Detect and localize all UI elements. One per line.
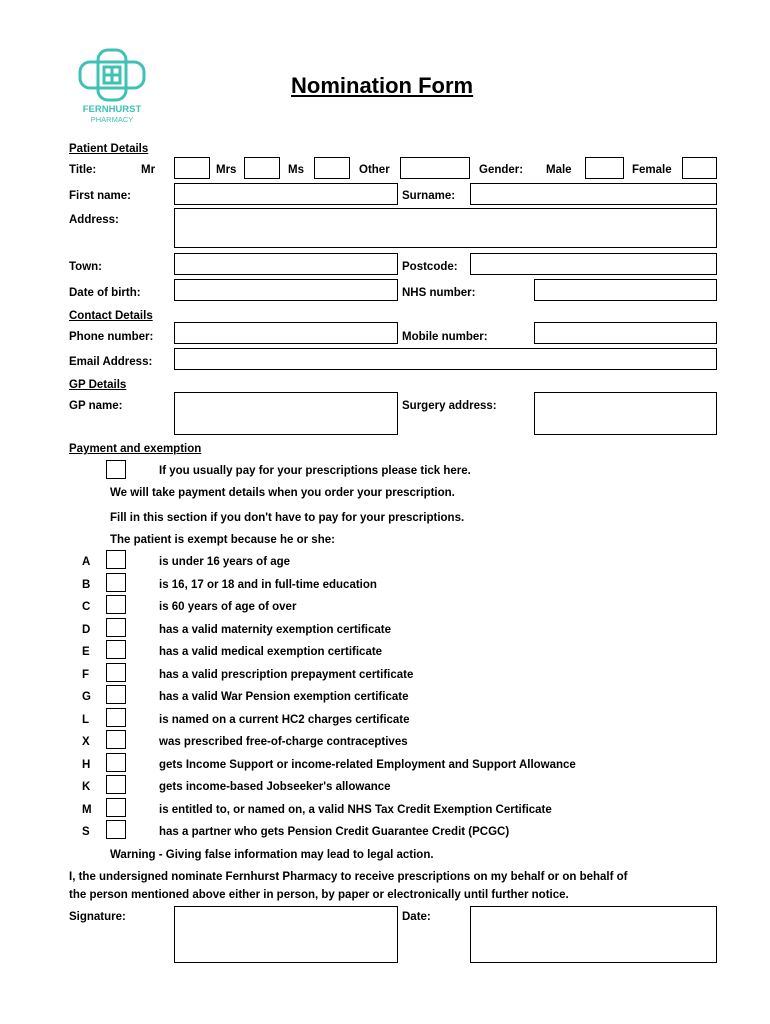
exemption-text: was prescribed free-of-charge contraceptives — [159, 736, 408, 748]
surname-label: Surname: — [402, 190, 456, 202]
gender-label: Gender: — [479, 164, 524, 176]
date-label: Date: — [402, 911, 431, 923]
declaration-line-1: I, the undersigned nominate Fernhurst Pharmacy to receive prescriptions on my behalf or on behalf of — [69, 871, 628, 883]
logo-name: FERNHURST — [82, 104, 142, 115]
exemption-code: B — [82, 579, 91, 591]
signature-field[interactable] — [174, 906, 398, 963]
other-label: Other — [359, 164, 390, 176]
pay-checkbox[interactable] — [106, 460, 126, 479]
exemption-code: S — [82, 826, 90, 838]
first-name-label: First name: — [69, 190, 131, 202]
mr-checkbox[interactable] — [174, 157, 210, 179]
town-label: Town: — [69, 261, 102, 273]
gp-name-field[interactable] — [174, 392, 398, 435]
fill-note: Fill in this section if you don't have to pay for your prescriptions. — [110, 512, 465, 524]
mobile-label: Mobile number: — [402, 331, 488, 343]
email-field[interactable] — [174, 348, 717, 370]
exemption-checkbox[interactable] — [106, 640, 126, 659]
surgery-address-label: Surgery address: — [402, 400, 497, 412]
postcode-label: Postcode: — [402, 261, 458, 273]
exemption-text: has a valid War Pension exemption certificate — [159, 691, 409, 703]
exemption-code: M — [82, 804, 92, 816]
female-label: Female — [632, 164, 672, 176]
patient-details-heading: Patient Details — [69, 143, 149, 155]
pharmacy-logo — [76, 48, 148, 128]
exemption-text: has a valid prescription prepayment certificate — [159, 669, 414, 681]
exemption-code: X — [82, 736, 90, 748]
exemption-text: is 16, 17 or 18 and in full-time education — [159, 579, 377, 591]
exemption-checkbox[interactable] — [106, 550, 126, 569]
exemption-code: L — [82, 714, 90, 726]
email-label: Email Address: — [69, 356, 153, 368]
exemption-text: is named on a current HC2 charges certificate — [159, 714, 410, 726]
phone-field[interactable] — [174, 322, 398, 344]
exempt-intro: The patient is exempt because he or she: — [110, 534, 335, 546]
exemption-checkbox[interactable] — [106, 798, 126, 817]
exemption-text: has a partner who gets Pension Credit Guarantee Credit (PCGC) — [159, 826, 510, 838]
exemption-text: is under 16 years of age — [159, 556, 291, 568]
postcode-field[interactable] — [470, 253, 717, 275]
exemption-text: has a valid medical exemption certificate — [159, 646, 383, 658]
phone-label: Phone number: — [69, 331, 154, 343]
mr-label: Mr — [141, 164, 156, 176]
first-name-field[interactable] — [174, 183, 398, 205]
exemption-code: G — [82, 691, 91, 703]
exemption-checkbox[interactable] — [106, 708, 126, 727]
title-label: Title: — [69, 164, 97, 176]
exemption-checkbox[interactable] — [106, 618, 126, 637]
exemption-checkbox[interactable] — [106, 573, 126, 592]
exemption-code: F — [82, 669, 90, 681]
date-field[interactable] — [470, 906, 717, 963]
ms-label: Ms — [288, 164, 304, 176]
cross-logo-icon — [76, 48, 148, 102]
male-checkbox[interactable] — [585, 157, 624, 179]
surname-field[interactable] — [470, 183, 717, 205]
exemption-code: K — [82, 781, 91, 793]
declaration-line-2: the person mentioned above either in person, by paper or electronically until further notice. — [69, 889, 569, 901]
exemption-code: E — [82, 646, 90, 658]
gp-name-label: GP name: — [69, 400, 123, 412]
other-title-field[interactable] — [400, 157, 470, 179]
exemption-checkbox[interactable] — [106, 775, 126, 794]
contact-details-heading: Contact Details — [69, 310, 153, 322]
exemption-checkbox[interactable] — [106, 663, 126, 682]
signature-label: Signature: — [69, 911, 126, 923]
exemption-code: H — [82, 759, 91, 771]
dob-field[interactable] — [174, 279, 398, 301]
mrs-checkbox[interactable] — [244, 157, 280, 179]
exemption-code: D — [82, 624, 91, 636]
surgery-address-field[interactable] — [534, 392, 717, 435]
gp-details-heading: GP Details — [69, 379, 127, 391]
mrs-label: Mrs — [216, 164, 237, 176]
exemption-code: A — [82, 556, 91, 568]
ms-checkbox[interactable] — [314, 157, 350, 179]
exemption-text: gets income-based Jobseeker's allowance — [159, 781, 391, 793]
pay-tick-text: If you usually pay for your prescriptions please tick here. — [159, 465, 471, 477]
dob-label: Date of birth: — [69, 287, 141, 299]
address-field[interactable] — [174, 208, 717, 248]
page-title: Nomination Form — [291, 73, 474, 98]
warning-text: Warning - Giving false information may lead to legal action. — [110, 849, 434, 861]
exemption-text: is 60 years of age of over — [159, 601, 297, 613]
exemption-code: C — [82, 601, 91, 613]
logo-subtitle: PHARMACY — [90, 115, 134, 124]
female-checkbox[interactable] — [682, 157, 717, 179]
pay-note: We will take payment details when you order your prescription. — [110, 487, 455, 499]
exemption-text: is entitled to, or named on, a valid NHS Tax Credit Exemption Certificate — [159, 804, 552, 816]
exemption-checkbox[interactable] — [106, 730, 126, 749]
exemption-text: has a valid maternity exemption certificate — [159, 624, 392, 636]
exemption-checkbox[interactable] — [106, 685, 126, 704]
exemption-text: gets Income Support or income-related Employment and Support Allowance — [159, 759, 576, 771]
male-label: Male — [546, 164, 572, 176]
mobile-field[interactable] — [534, 322, 717, 344]
exemption-checkbox[interactable] — [106, 753, 126, 772]
nhs-number-field[interactable] — [534, 279, 717, 301]
town-field[interactable] — [174, 253, 398, 275]
exemption-checkbox[interactable] — [106, 820, 126, 839]
address-label: Address: — [69, 214, 119, 226]
exemption-checkbox[interactable] — [106, 595, 126, 614]
payment-heading: Payment and exemption — [69, 443, 202, 455]
nhs-number-label: NHS number: — [402, 287, 476, 299]
